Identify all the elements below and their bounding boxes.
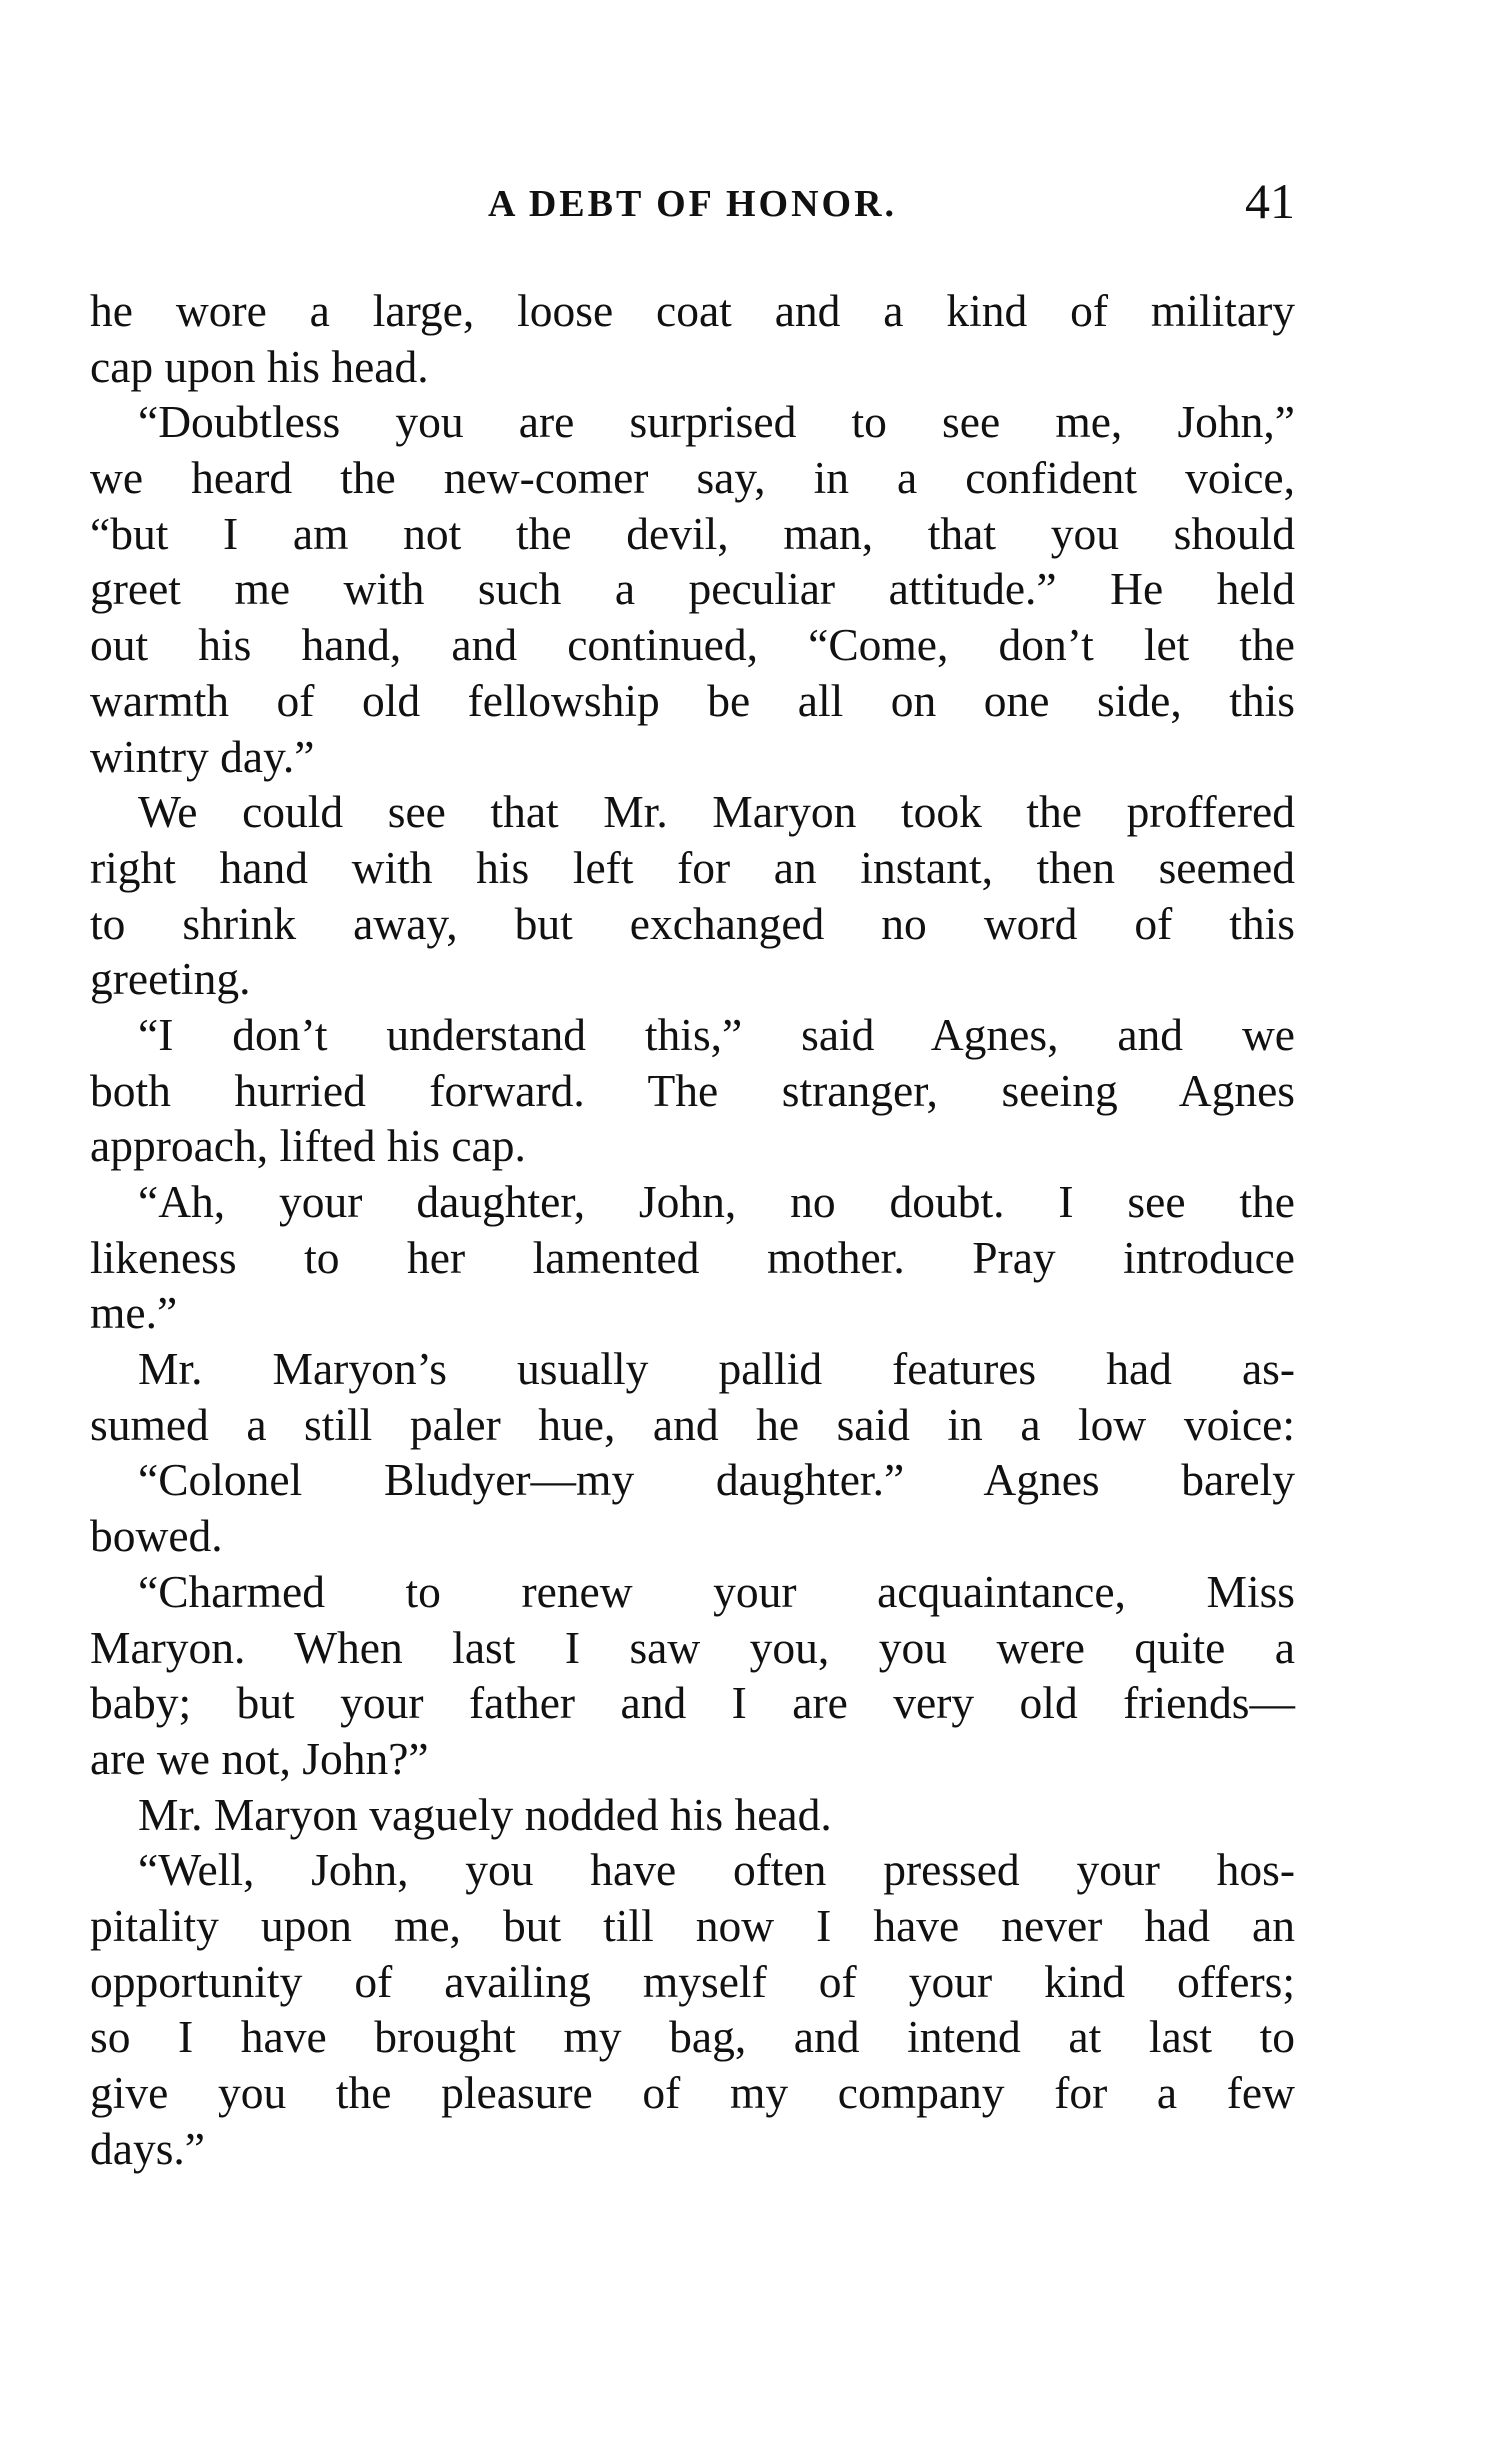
text-line: greet me with such a peculiar attitude.” He held xyxy=(90,563,1295,615)
text-line: greeting. xyxy=(90,953,251,1005)
text-line: cap upon his head. xyxy=(90,340,429,392)
text-line: “I don’t understand this,” said Agnes, and we xyxy=(138,1008,1295,1060)
text-line: Mr. Maryon vaguely nodded his head. xyxy=(138,1788,832,1840)
text-line: “Colonel Bludyer—my daughter.” Agnes barely xyxy=(138,1454,1295,1506)
text-line: warmth of old fellowship be all on one side, this xyxy=(90,674,1295,726)
text-line: approach, lifted his cap. xyxy=(90,1120,526,1172)
text-line: bowed. xyxy=(90,1510,223,1562)
text-line: Maryon. When last I saw you, you were quite a xyxy=(90,1621,1295,1673)
text-line: we heard the new-comer say, in a confident voice, xyxy=(90,452,1295,504)
text-line: “Ah, your daughter, John, no doubt. I see the xyxy=(138,1176,1295,1227)
text-line: both hurried forward. The stranger, seeing Agnes xyxy=(90,1064,1295,1116)
page-number: 41 xyxy=(1245,173,1295,229)
text-line: sumed a still paler hue, and he said in a low voice: xyxy=(90,1398,1295,1450)
text-line: We could see that Mr. Maryon took the proffered xyxy=(138,786,1295,838)
text-line: out his hand, and continued, “Come, don’t let the xyxy=(90,619,1295,671)
text-line: “Charmed to renew your acquaintance, Miss xyxy=(138,1565,1295,1617)
text-line: right hand with his left for an instant, then seemed xyxy=(90,841,1295,893)
text-line: “Doubtless you are surprised to see me, John,” xyxy=(138,396,1295,448)
text-line: “but I am not the devil, man, that you should xyxy=(90,507,1295,559)
text-line: likeness to her lamented mother. Pray introduce xyxy=(90,1231,1295,1283)
text-line: days.” xyxy=(90,2122,205,2174)
text-line: give you the pleasure of my company for a few xyxy=(90,2067,1295,2118)
body-text xyxy=(90,283,1295,2176)
text-line: wintry day.” xyxy=(90,730,315,782)
text-line: “Well, John, you have often pressed your hos- xyxy=(138,1844,1295,1896)
text-line: he wore a large, loose coat and a kind of military xyxy=(90,285,1295,336)
running-title: A DEBT OF HONOR. xyxy=(487,183,898,225)
text-line: baby; but your father and I are very old friends— xyxy=(90,1677,1295,1729)
text-line: to shrink away, but exchanged no word of this xyxy=(90,897,1295,949)
text-line: pitality upon me, but till now I have never had an xyxy=(90,1899,1295,1951)
text-line: are we not, John?” xyxy=(90,1732,429,1784)
running-head xyxy=(90,172,1295,232)
text-line: Mr. Maryon’s usually pallid features had as- xyxy=(138,1343,1295,1395)
text-line: me.” xyxy=(90,1287,178,1339)
text-line: opportunity of availing myself of your kind offers; xyxy=(90,1955,1295,2007)
text-line: so I have brought my bag, and intend at last to xyxy=(90,2011,1295,2063)
